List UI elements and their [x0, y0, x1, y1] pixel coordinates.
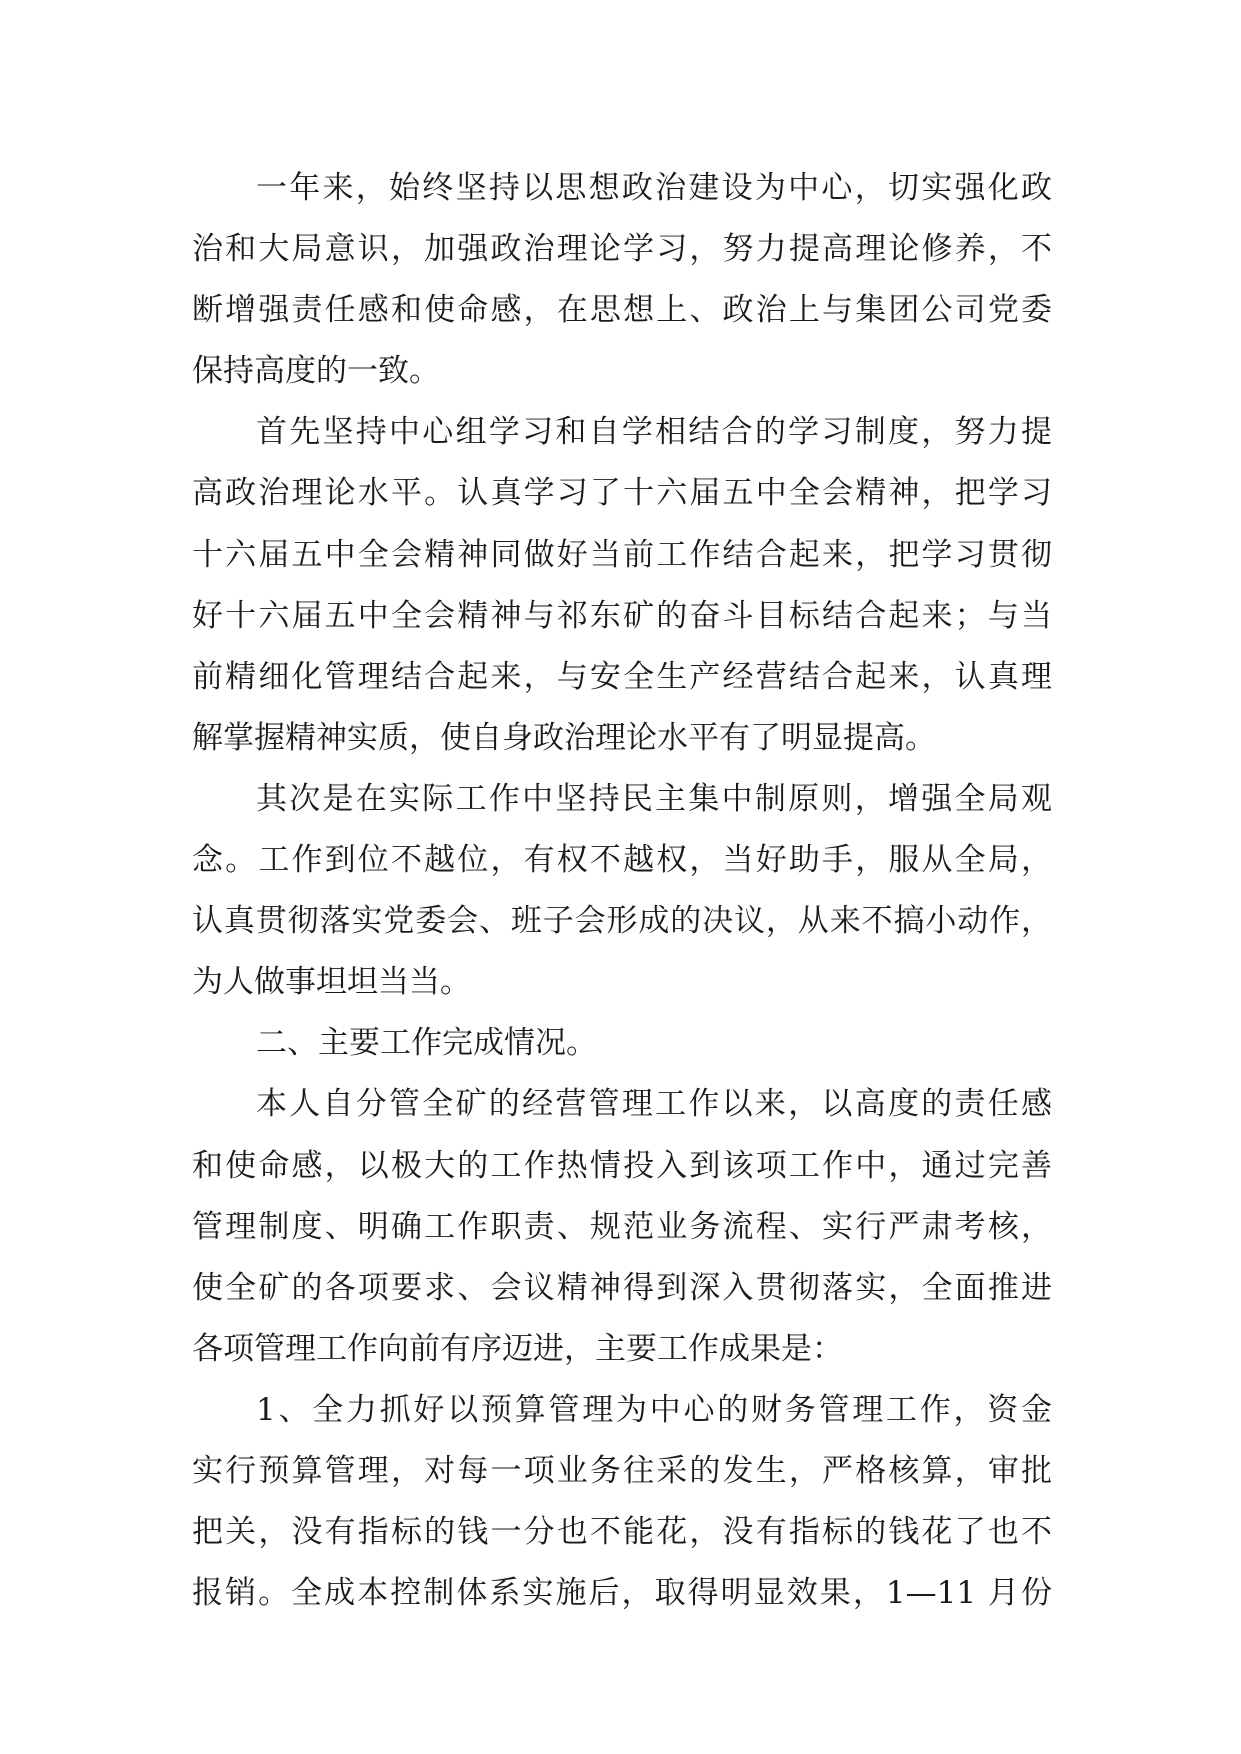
text-line: 和使命感，以极大的工作热情投入到该项工作中，通过完善: [192, 1147, 1052, 1184]
text-line: 认真贯彻落实党委会、班子会形成的决议，从来不搞小动作，: [192, 903, 1052, 940]
text-line: 好十六届五中全会精神与祁东矿的奋斗目标结合起来；与当: [192, 597, 1052, 634]
text-line: 使全矿的各项要求、会议精神得到深入贯彻落实，全面推进: [192, 1269, 1052, 1306]
text-line: 其次是在实际工作中坚持民主集中制原则，增强全局观: [256, 780, 1052, 817]
text-line: 前精细化管理结合起来，与安全生产经营结合起来，认真理: [192, 658, 1052, 695]
text-line: 把关，没有指标的钱一分也不能花，没有指标的钱花了也不: [192, 1514, 1052, 1551]
text-line: 为人做事坦坦当当。: [192, 964, 471, 1001]
text-line: 十六届五中全会精神同做好当前工作结合起来，把学习贯彻: [192, 536, 1052, 573]
text-line: 报销。全成本控制体系实施后，取得明显效果，1—11 月份: [192, 1575, 1052, 1612]
text-line: 1、全力抓好以预算管理为中心的财务管理工作，资金: [256, 1391, 1052, 1428]
text-line: 各项管理工作向前有序迈进，主要工作成果是：: [192, 1330, 843, 1367]
text-line: 二、主要工作完成情况。: [256, 1025, 597, 1062]
text-line: 保持高度的一致。: [192, 353, 440, 390]
document-body: [192, 158, 1052, 1624]
text-line: 解掌握精神实质，使自身政治理论水平有了明显提高。: [192, 719, 936, 756]
text-line: 实行预算管理，对每一项业务往采的发生，严格核算，审批: [192, 1452, 1052, 1489]
text-line: 念。工作到位不越位，有权不越权，当好助手，服从全局，: [192, 842, 1052, 879]
text-line: 高政治理论水平。认真学习了十六届五中全会精神，把学习: [192, 475, 1052, 512]
text-line: 一年来，始终坚持以思想政治建设为中心，切实强化政: [256, 170, 1052, 206]
text-line: 本人自分管全矿的经营管理工作以来，以高度的责任感: [256, 1086, 1052, 1123]
text-line: 治和大局意识，加强政治理论学习，努力提高理论修养，不: [192, 231, 1052, 268]
text-line: 首先坚持中心组学习和自学相结合的学习制度，努力提: [256, 414, 1052, 451]
text-line: 断增强责任感和使命感，在思想上、政治上与集团公司党委: [192, 292, 1052, 329]
text-line: 管理制度、明确工作职责、规范业务流程、实行严肃考核，: [192, 1208, 1052, 1245]
